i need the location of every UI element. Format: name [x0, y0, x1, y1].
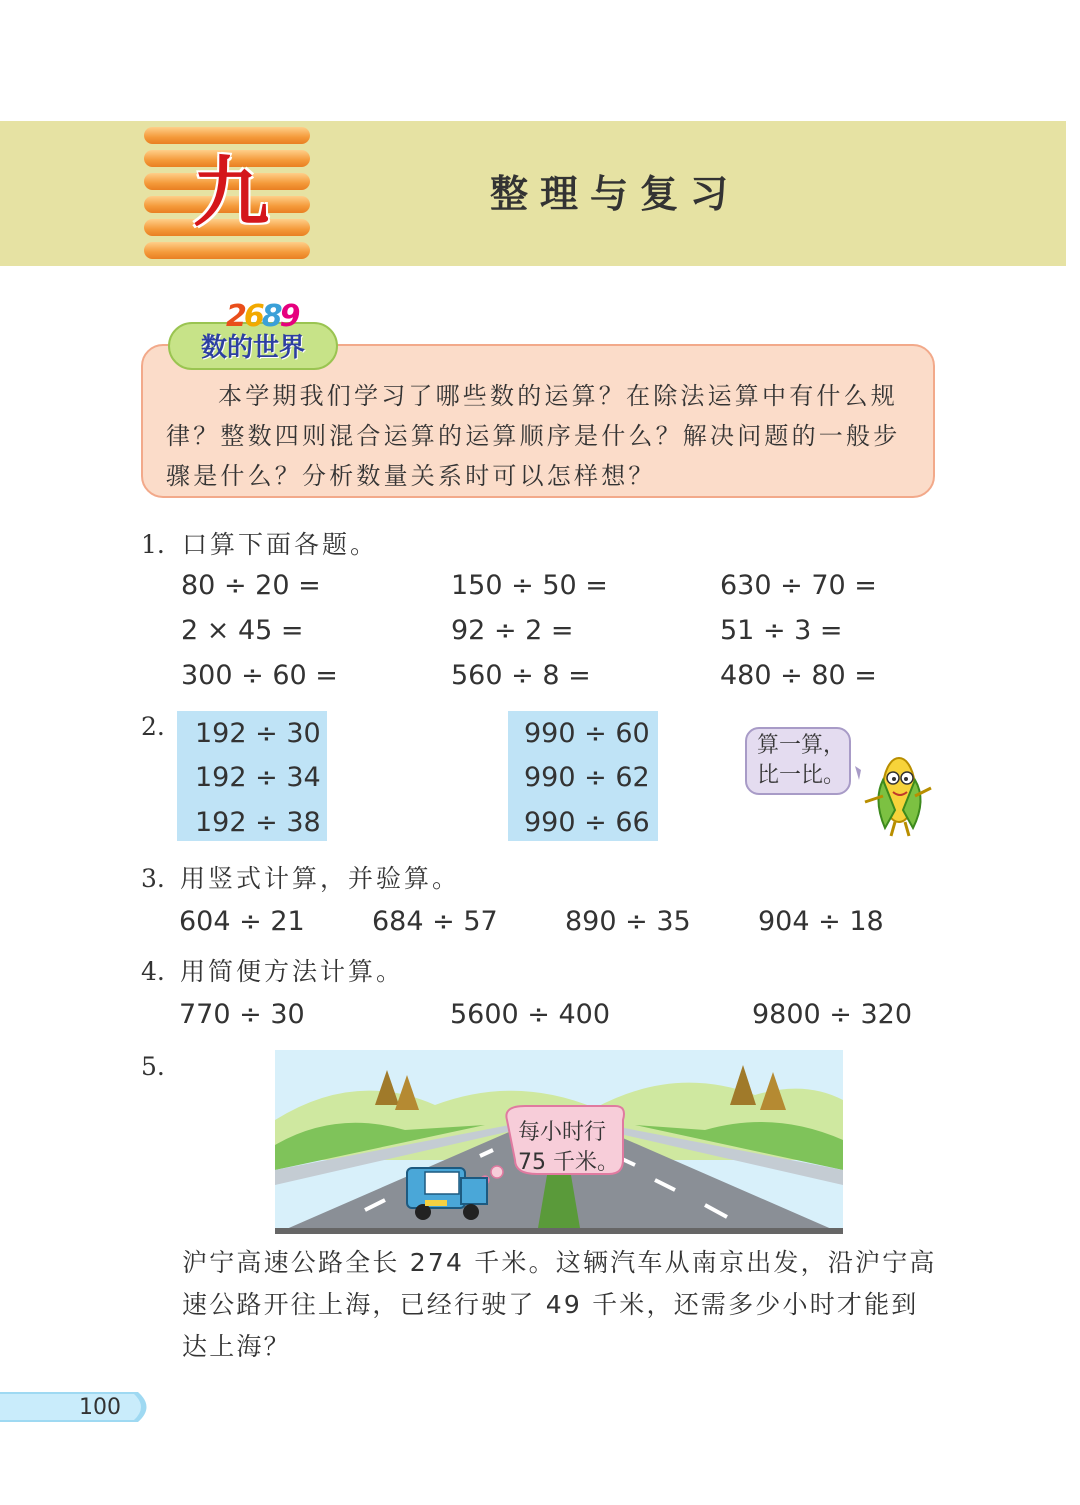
digit-decoration: 9	[279, 299, 298, 334]
division-item: 990 ÷ 62	[524, 762, 650, 793]
oral-calc-item: 560 ÷ 8 =	[451, 660, 591, 691]
problem-4-number: 4.	[141, 957, 165, 986]
division-item: 990 ÷ 66	[524, 807, 650, 838]
problem-1-number: 1.	[141, 530, 165, 559]
division-item: 990 ÷ 60	[524, 718, 650, 749]
bubble-line: 每小时行	[518, 1120, 607, 1145]
oral-calc-item: 480 ÷ 80 =	[720, 660, 877, 691]
bubble-line: 算一算，	[757, 733, 846, 758]
speech-bubble-text	[757, 731, 847, 791]
number-world-text: 本学期我们学习了哪些数的运算？在除法运算中有什么规律？整数四则混合运算的运算顺序是什么？解决问题的一般步骤是什么？分析数量关系时可以怎样想？	[166, 382, 901, 490]
division-item: 192 ÷ 34	[195, 762, 321, 793]
number-world-label: 数的世界	[200, 333, 305, 363]
division-item: 192 ÷ 30	[195, 718, 321, 749]
simple-calc-item: 770 ÷ 30	[179, 999, 305, 1030]
chapter-title: 整理与复习	[490, 172, 741, 216]
vertical-calc-item: 890 ÷ 35	[565, 906, 691, 937]
corn-mascot-icon	[855, 740, 935, 840]
chapter-number: 九	[193, 148, 269, 237]
digit-decoration: 8	[261, 299, 280, 334]
problem-3-title: 用竖式计算，并验算。	[180, 864, 461, 893]
simple-calc-item: 9800 ÷ 320	[752, 999, 913, 1030]
vertical-calc-item: 604 ÷ 21	[179, 906, 305, 937]
problem-5-number: 5.	[141, 1052, 165, 1081]
problem-2-number: 2.	[141, 712, 165, 741]
digit-decoration: 2	[226, 299, 244, 334]
oral-calc-item: 630 ÷ 70 =	[720, 570, 877, 601]
bubble-line: 75 千米。	[518, 1150, 619, 1175]
vertical-calc-item: 904 ÷ 18	[758, 906, 884, 937]
oral-calc-item: 80 ÷ 20 =	[181, 570, 321, 601]
problem-4-title: 用简便方法计算。	[180, 957, 405, 986]
oral-calc-item: 51 ÷ 3 =	[720, 615, 843, 646]
highway-speech-bubble-text	[518, 1118, 620, 1178]
simple-calc-item: 5600 ÷ 400	[450, 999, 611, 1030]
oral-calc-item: 300 ÷ 60 =	[181, 660, 338, 691]
problem-5-text: 沪宁高速公路全长 274 千米。这辆汽车从南京出发，沿沪宁高速公路开往上海，已经行驶了 49 千米，还需多少小时才能到达上海？	[182, 1248, 937, 1361]
problem-3-number: 3.	[141, 864, 165, 893]
page-number: 100	[79, 1395, 121, 1420]
oral-calc-item: 150 ÷ 50 =	[451, 570, 608, 601]
division-item: 192 ÷ 38	[195, 807, 321, 838]
vertical-calc-item: 684 ÷ 57	[372, 906, 498, 937]
oral-calc-item: 92 ÷ 2 =	[451, 615, 574, 646]
digit-decoration: 6	[243, 299, 262, 334]
oral-calc-item: 2 × 45 =	[181, 615, 304, 646]
problem-1-title: 口算下面各题。	[182, 530, 379, 559]
bubble-line: 比一比。	[757, 763, 846, 788]
